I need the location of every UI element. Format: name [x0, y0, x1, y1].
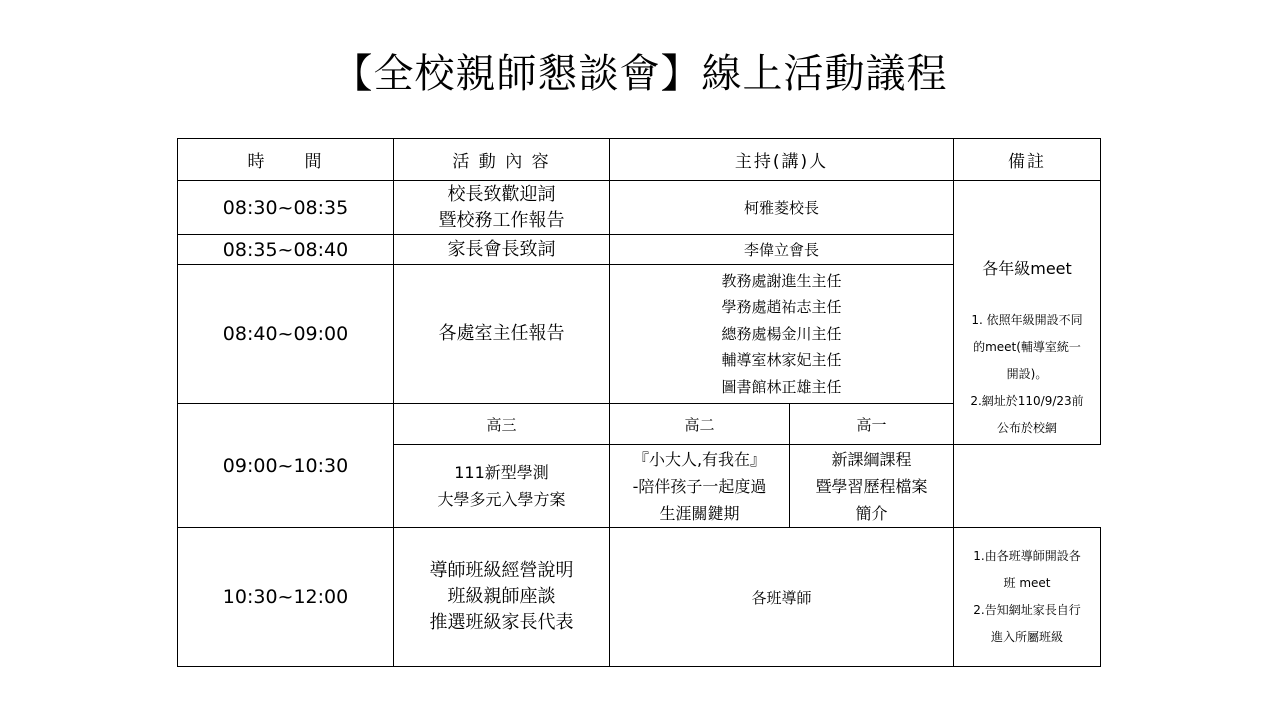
session-line: 111新型學測 — [454, 463, 549, 482]
host-line: 圖書館林正雄主任 — [721, 377, 842, 396]
session-line: 『小大人,有我在』 — [632, 449, 767, 469]
time-cell: 08:30~08:35 — [178, 181, 394, 235]
activity-line: 校長致歡迎詞 — [447, 183, 556, 205]
agenda-table — [177, 138, 1101, 667]
notes-line: 2.網址於110/9/23前 — [970, 393, 1084, 408]
host-line: 輔導室林家妃主任 — [721, 351, 842, 370]
header-time: 時 間 — [178, 139, 394, 181]
table-row — [178, 181, 1101, 235]
session-line: 暨學習歷程檔案 — [815, 476, 928, 496]
activity-line: 暨校務工作報告 — [438, 209, 565, 231]
session-line: 簡介 — [855, 503, 888, 523]
host-cell: 李偉立會長 — [610, 235, 954, 265]
host-line: 教務處謝進生主任 — [721, 271, 842, 290]
notes-line: 開設)。 — [1006, 366, 1048, 381]
activity-cell — [394, 528, 610, 667]
activity-cell: 各處室主任報告 — [394, 265, 610, 404]
host-cell: 柯雅菱校長 — [610, 181, 954, 235]
grade-label: 高三 — [394, 404, 610, 445]
grade-label: 高二 — [610, 404, 790, 445]
activity-cell: 家長會長致詞 — [394, 235, 610, 265]
host-line: 總務處楊金川主任 — [721, 324, 842, 343]
session-line: -陪伴孩子一起度過 — [632, 476, 767, 496]
session-line: 大學多元入學方案 — [437, 490, 566, 509]
session-line: 生涯關鍵期 — [659, 503, 740, 523]
header-notes: 備註 — [954, 139, 1101, 181]
table-row — [178, 528, 1101, 667]
time-cell: 10:30~12:00 — [178, 528, 394, 667]
activity-line: 導師班級經營說明 — [429, 560, 574, 581]
activity-line: 班級親師座談 — [447, 586, 556, 607]
session-cell — [394, 445, 610, 528]
time-cell: 09:00~10:30 — [178, 404, 394, 528]
notes-cell-upper — [954, 181, 1101, 445]
notes-line: 的meet(輔導室統一 — [973, 339, 1081, 354]
notes-line: 班 meet — [1003, 576, 1051, 590]
activity-cell — [394, 181, 610, 235]
notes-heading: 各年級meet — [982, 258, 1072, 278]
notes-line: 1. 依照年級開設不同 — [971, 312, 1083, 327]
session-line: 新課綱課程 — [831, 449, 912, 469]
host-line: 學務處趙祐志主任 — [721, 298, 842, 317]
header-row — [178, 139, 1101, 181]
host-cell: 各班導師 — [610, 528, 954, 667]
session-cell — [790, 445, 954, 528]
activity-line: 推選班級家長代表 — [429, 612, 574, 633]
header-host: 主持(講)人 — [610, 139, 954, 181]
grade-label: 高一 — [790, 404, 954, 445]
host-cell — [610, 265, 954, 404]
time-cell: 08:40~09:00 — [178, 265, 394, 404]
page-title: 【全校親師懇談會】線上活動議程 — [332, 51, 948, 97]
notes-line: 公布於校網 — [997, 420, 1058, 435]
time-cell: 08:35~08:40 — [178, 235, 394, 265]
notes-line: 1.由各班導師開設各 — [973, 549, 1081, 563]
session-cell — [610, 445, 790, 528]
notes-line: 2.告知網址家長自行 — [973, 603, 1081, 617]
header-activity: 活 動 內 容 — [394, 139, 610, 181]
notes-line: 進入所屬班級 — [991, 630, 1064, 644]
notes-cell-lower — [954, 528, 1101, 667]
